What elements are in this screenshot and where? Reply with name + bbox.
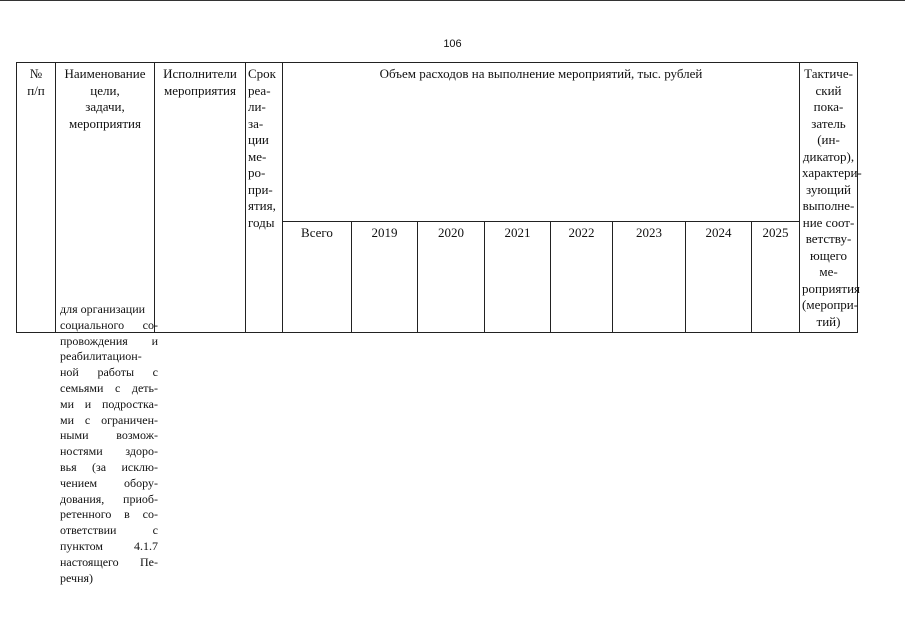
header-year-2024: 2024 [686, 222, 752, 333]
continuation-line: ностями здоро- [60, 444, 158, 459]
page-number: 106 [443, 38, 462, 50]
header-term: Срок реа- ли- за- ции ме- ро- при- ятия, годы [246, 63, 283, 333]
continuation-line: ми и подростка- [60, 396, 158, 411]
table-header-row [17, 63, 858, 222]
header-expenses: Объем расходов на выполнение мероприятий, тыс. рублей [283, 63, 800, 222]
continuation-line: социального со- [60, 317, 158, 332]
continuation-line: речня) [60, 570, 93, 585]
header-indicator: Тактиче- ский пока- затель (ин- дикатор), характери- зующий выполне- ние соот- ветству- ющего ме- роприятия (меропри- тий) [800, 63, 858, 333]
header-year-2022: 2022 [551, 222, 613, 333]
header-year-2020: 2020 [418, 222, 485, 333]
continuation-line: ными возмож- [60, 428, 158, 443]
continuation-text [60, 302, 158, 586]
header-year-2023: 2023 [613, 222, 686, 333]
expense-plan-table [16, 62, 862, 333]
continuation-line: провождения и [60, 333, 158, 348]
continuation-line: реабилитацион- [60, 349, 142, 364]
continuation-line: ной работы с [60, 365, 158, 380]
header-executors: Исполнители мероприятия [155, 63, 246, 333]
header-number: № п/п [17, 63, 56, 333]
continuation-line: ответствии с [60, 523, 158, 538]
continuation-line: ретенного в со- [60, 507, 158, 522]
continuation-line: семьями с деть- [60, 380, 158, 395]
continuation-line: вья (за исклю- [60, 459, 158, 474]
header-name: Наименование цели, задачи, мероприятия [56, 63, 155, 333]
continuation-line: чением обору- [60, 475, 158, 490]
continuation-line: для организации [60, 302, 146, 316]
continuation-line: настоящего Пе- [60, 554, 158, 569]
header-year-2019: 2019 [352, 222, 418, 333]
header-year-2025: 2025 [752, 222, 800, 333]
continuation-line: пунктом 4.1.7 [60, 538, 158, 553]
header-year-2021: 2021 [485, 222, 551, 333]
continuation-line: ми с ограничен- [60, 412, 158, 427]
continuation-line: дования, приоб- [60, 491, 158, 506]
header-total: Всего [283, 222, 352, 333]
page-top-rule [0, 0, 905, 1]
